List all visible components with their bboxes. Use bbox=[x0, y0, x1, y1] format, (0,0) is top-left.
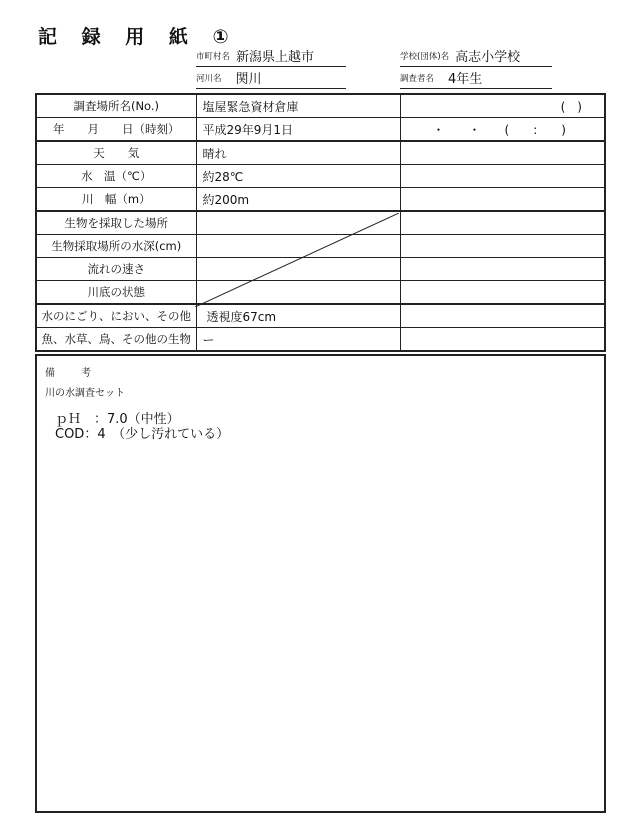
table-row bbox=[36, 235, 605, 258]
table-row bbox=[36, 304, 605, 328]
row-value bbox=[196, 211, 400, 235]
row-value: 約200m bbox=[196, 188, 400, 212]
row-extra bbox=[400, 165, 605, 188]
river-label: 河川名 bbox=[196, 74, 222, 84]
row-label: 流れの速さ bbox=[36, 258, 196, 281]
table-row bbox=[36, 188, 605, 212]
row-extra bbox=[400, 281, 605, 305]
row-label: 川 幅（m） bbox=[36, 188, 196, 212]
table-row bbox=[36, 281, 605, 305]
investigator-label: 調査者名 bbox=[400, 74, 435, 84]
row-extra bbox=[400, 188, 605, 212]
table-row bbox=[36, 94, 605, 118]
row-extra: ・ ・ ( : ) bbox=[400, 118, 605, 142]
school-field bbox=[400, 46, 552, 67]
river-value: 関川 bbox=[235, 72, 262, 87]
river-field bbox=[196, 68, 346, 89]
notes-line: 川の水調査セット bbox=[45, 388, 125, 399]
city-value: 新潟県上越市 bbox=[236, 50, 315, 65]
row-value: 平成29年9月1日 bbox=[196, 118, 400, 142]
table-row bbox=[36, 141, 605, 165]
city-field bbox=[196, 46, 346, 67]
row-value bbox=[196, 281, 400, 305]
row-value: 塩屋緊急資材倉庫 bbox=[196, 94, 400, 118]
table-row bbox=[36, 211, 605, 235]
row-extra bbox=[400, 258, 605, 281]
table-row bbox=[36, 328, 605, 352]
row-extra bbox=[400, 211, 605, 235]
row-value bbox=[196, 235, 400, 258]
record-table bbox=[35, 93, 606, 352]
row-value: 晴れ bbox=[196, 141, 400, 165]
row-label: 生物採取場所の水深(cm) bbox=[36, 235, 196, 258]
row-extra bbox=[400, 141, 605, 165]
investigator-field bbox=[400, 68, 552, 89]
row-value: 透視度67cm bbox=[196, 304, 400, 328]
notes-box bbox=[35, 354, 606, 813]
page-title: 記 録 用 紙 ① bbox=[38, 26, 238, 48]
row-value: 約28℃ bbox=[196, 165, 400, 188]
row-label: 水のにごり、におい、その他 bbox=[36, 304, 196, 328]
row-label: 水 温（℃） bbox=[36, 165, 196, 188]
row-label: 年 月 日（時刻） bbox=[36, 118, 196, 142]
row-value bbox=[196, 258, 400, 281]
school-value: 高志小学校 bbox=[455, 50, 521, 65]
row-label: 川底の状態 bbox=[36, 281, 196, 305]
row-label: 魚、水草、鳥、その他の生物 bbox=[36, 328, 196, 352]
row-label: 生物を採取した場所 bbox=[36, 211, 196, 235]
row-extra bbox=[400, 304, 605, 328]
school-label: 学校(団体)名 bbox=[400, 52, 450, 62]
table-row bbox=[36, 118, 605, 142]
row-extra: ( ) bbox=[400, 94, 605, 118]
city-label: 市町村名 bbox=[196, 52, 231, 62]
row-label: 調査場所名(No.) bbox=[36, 94, 196, 118]
notes-line: COD：4 （少し汚れている） bbox=[55, 427, 230, 442]
row-extra bbox=[400, 235, 605, 258]
investigator-value: 4年生 bbox=[448, 72, 483, 87]
table-row bbox=[36, 258, 605, 281]
row-value: ー bbox=[196, 328, 400, 352]
row-label: 天 気 bbox=[36, 141, 196, 165]
row-extra bbox=[400, 328, 605, 352]
notes-line: ｐＨ ：7.0（中性） bbox=[55, 412, 180, 427]
table-row bbox=[36, 165, 605, 188]
notes-label: 備 考 bbox=[45, 368, 99, 379]
